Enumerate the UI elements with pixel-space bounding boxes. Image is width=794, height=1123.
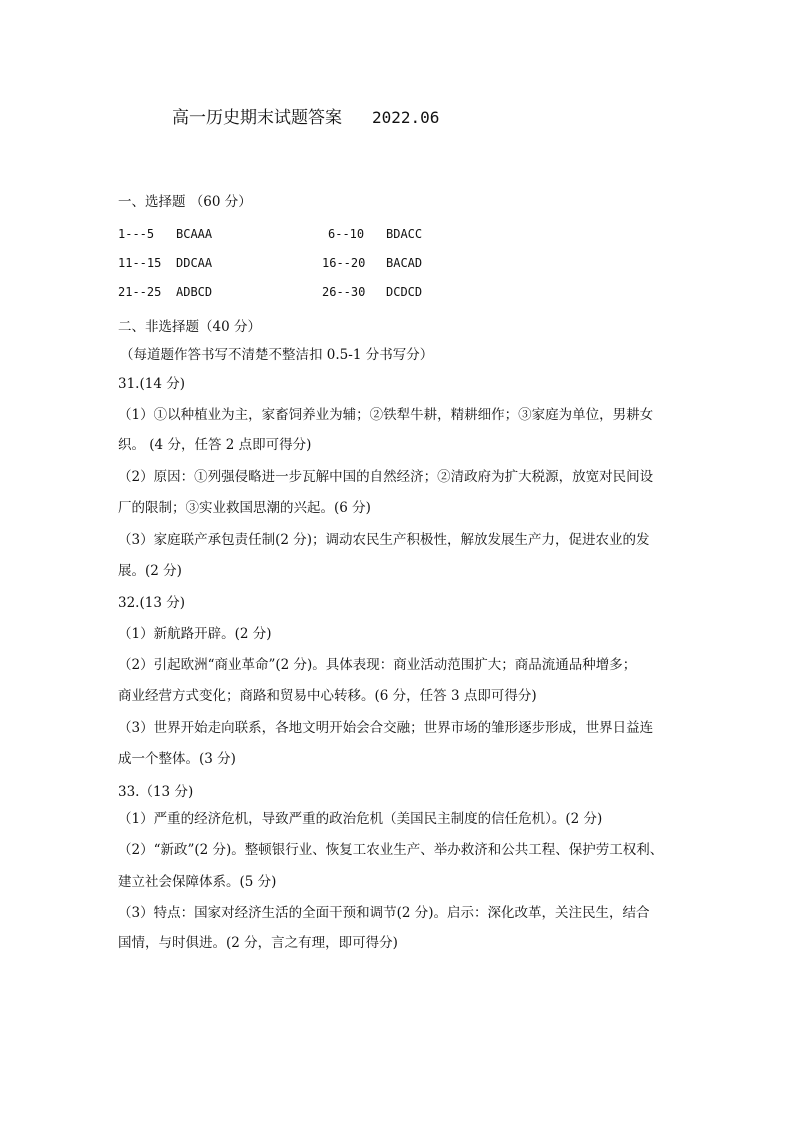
answer-line: （2）“新政”(2 分)。整顿银行业、恢复工农业生产、举办救济和公共工程、保护劳工权利、 [118, 842, 664, 858]
mc-answer: DCDCD [386, 285, 423, 299]
title-date: 2022.06 [372, 108, 440, 127]
answer-line: （3）家庭联产承包责任制(2 分)；调动农民生产积极性，解放发展生产力，促进农业的发 [118, 532, 650, 548]
answer-line: （2）原因：①列强侵略进一步瓦解中国的自然经济；②清政府为扩大税源，放宽对民间设 [118, 469, 654, 485]
mc-answer: ADBCD [176, 285, 213, 299]
answer-line: 厂的限制；③实业救国思潮的兴起。(6 分) [118, 500, 371, 516]
answer-line: （1）新航路开辟。(2 分) [118, 626, 272, 642]
mc-range: 26--30 [322, 285, 366, 299]
question-heading: 32.(13 分) [118, 595, 185, 611]
answer-line: 国情，与时俱进。(2 分，言之有理，即可得分) [118, 935, 398, 951]
page-title [172, 103, 439, 128]
section2-heading: 二、非选择题（40 分） [118, 319, 261, 335]
answer-line: 织。 (4 分，任答 2 点即可得分) [118, 437, 312, 453]
answer-line: （1）①以种植业为主，家畜饲养业为辅；②铁犁牛耕，精耕细作；③家庭为单位，男耕女 [118, 407, 654, 423]
mc-range: 16--20 [322, 256, 366, 270]
mc-range: 21--25 [118, 285, 162, 299]
mc-range: 1---5 [118, 227, 155, 241]
mc-range: 6--10 [328, 227, 365, 241]
answer-line: 建立社会保障体系。(5 分) [118, 874, 277, 890]
section1-heading: 一、选择题 （60 分） [118, 194, 252, 210]
answer-line: （2）引起欧洲“商业革命”(2 分)。具体表现：商业活动范围扩大；商品流通品种增多； [118, 657, 637, 673]
mc-answer: BDACC [386, 227, 423, 241]
answer-line: 展。(2 分) [118, 563, 182, 579]
question-heading: 33.（13 分) [118, 784, 194, 800]
answer-line: 商业经营方式变化；商路和贸易中心转移。(6 分，任答 3 点即可得分) [118, 688, 537, 704]
title-text: 高一历史期末试题答案 [172, 108, 342, 128]
mc-answer: BCAAA [176, 227, 213, 241]
question-heading: 31.(14 分) [118, 376, 185, 392]
section2-note: （每道题作答书写不清楚不整洁扣 0.5-1 分书写分） [120, 347, 434, 363]
answer-line: （1）严重的经济危机，导致严重的政治危机（美国民主制度的信任危机）。(2 分) [118, 811, 603, 827]
answer-line: 成一个整体。(3 分) [118, 751, 236, 767]
mc-answer: BACAD [386, 256, 423, 270]
answer-line: （3）世界开始走向联系，各地文明开始会合交融；世界市场的雏形逐步形成，世界日益连 [118, 720, 654, 736]
mc-answer: DDCAA [176, 256, 213, 270]
answer-line: （3）特点：国家对经济生活的全面干预和调节(2 分)。启示：深化改革，关注民生，结合 [118, 905, 650, 921]
mc-range: 11--15 [118, 256, 162, 270]
